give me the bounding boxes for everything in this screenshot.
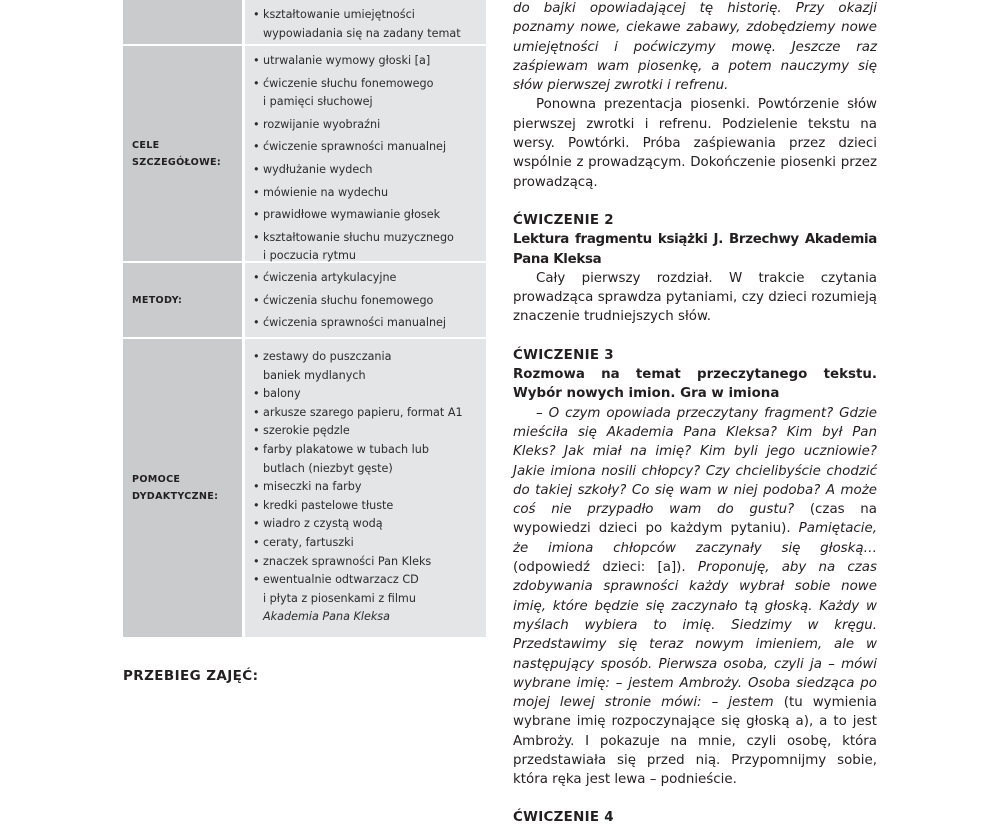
list-item-line: • ewentualnie odtwarzacz CD [263, 573, 419, 587]
list-item [253, 184, 486, 203]
list-item [253, 478, 486, 497]
list-item [253, 441, 486, 478]
metody-label: METODY: [132, 294, 183, 306]
exercise-3-subtitle: Rozmowa na temat przeczytanego tekstu. Wybór nowych imion. Gra w imiona [513, 367, 877, 402]
list-item [253, 553, 486, 572]
list-item-line: • wydłużanie wydech [263, 162, 373, 176]
table-section-pomoce [123, 339, 486, 639]
intro-paragraph: do bajki opowiadającej tę historię. Przy okazji poznamy nowe, ciekawe zabawy, zdobędziemy nowe umiejętności i poćwiczymy mowę. Jeszcze raz zaśpiewam wam piosenkę, a potem nauczymy się słów pierwszej zwrotki i refrenu. [513, 1, 877, 94]
section-values [242, 46, 486, 261]
list-item-line: i poczucia rytmu [263, 249, 356, 263]
exercise-4-title: ĆWICZENIE 4 [513, 809, 614, 825]
list-item-line: • znaczek sprawności Pan Kleks [263, 554, 432, 568]
section-label [123, 339, 242, 637]
cele-label [123, 137, 221, 171]
list-item [253, 422, 486, 441]
list-item [253, 314, 486, 333]
intro-list [253, 6, 486, 43]
pomoce-label-line: POMOCE [132, 474, 181, 485]
list-item-line: • farby plakatowe w tubach lub [263, 442, 429, 456]
section-label [123, 46, 242, 261]
table-section-intro [123, 0, 486, 46]
list-item [253, 292, 486, 311]
list-item [253, 229, 486, 266]
list-item [253, 515, 486, 534]
exercise-3-answer: (odpowiedź dzieci: [a]). [513, 560, 698, 576]
exercise-3-note: (czas na wypowiedzi dzieci po każdym pytaniu). [513, 502, 877, 537]
list-item-line: wypowiadania się na zadany temat [263, 26, 461, 40]
pomoce-label-line: DYDAKTYCZNE: [132, 491, 219, 502]
pomoce-label [123, 471, 218, 505]
exercise-2-subtitle: Lektura fragmentu książki J. Brzechwy Akademia Pana Kleksa [513, 232, 877, 267]
list-item-line: • miseczki na farby [263, 480, 362, 494]
exercise-3-questions: – O czym opowiada przeczytany fragment? Gdzie mieściła się Akademia Pana Kleksa? Kim był Pan Kleks? Jak miał na imię? Kim byli jego uczniowie? Jakie imiona nosili chłopcy? Czy chcielibyście chodzić do takiej szkoły? Co się wam w niej podoba? A może coś nie przypadło wam do gustu? [513, 405, 877, 518]
cele-label-line: CELE [132, 139, 160, 151]
section-label-empty [123, 0, 242, 44]
song-paragraph: Ponowna prezentacja piosenki. Powtórzenie słów pierwszej zwrotki i refrenu. Podzielenie tekstu na wersy. Powtórki. Próba zaśpiewania przez dzieci wspólnie z prowadzącym. Dokończenie piosenki przez prowadzącą. [513, 97, 877, 190]
list-item-line: • kształtowanie słuchu muzycznego [263, 230, 454, 244]
list-item-line: • szerokie pędzle [263, 424, 350, 438]
metody-list [253, 269, 486, 333]
section-label [123, 263, 242, 337]
list-item-line: • wiadro z czystą wodą [263, 517, 383, 531]
list-item-line: • kredki pastelowe tłuste [263, 498, 394, 512]
exercise-3-instructions: Proponuję, aby na czas zdobywania sprawności każdy wybrał sobie nowe imię, które będzie się zaczynało tą głoską. Każdy w myślach wybiera to imię. Siedzimy w kręgu. Przedstawimy się teraz nowym imieniem, ale w następujący sposób. Pierwsza osoba, czyli ja – mówi wybrane imię: – jestem Ambroży. Osoba siedząca po mojej lewej stronie mówi: – jestem [513, 560, 877, 711]
list-item-line: • ceraty, fartuszki [263, 535, 354, 549]
list-item [253, 75, 486, 112]
list-item [253, 116, 486, 135]
section-heading-przebieg: PRZEBIEG ZAJĘĆ: [123, 668, 259, 684]
list-item-line: i płyta z piosenkami z filmu [263, 591, 416, 605]
exercise-2-title: ĆWICZENIE 2 [513, 212, 614, 228]
list-item-line: • rozwijanie wyobraźni [263, 117, 381, 131]
list-item [253, 571, 486, 627]
pomoce-list [253, 348, 486, 627]
list-item-line: butlach (niezbyt gęste) [263, 461, 393, 475]
list-item-line: • balony [263, 387, 301, 401]
table-section-metody [123, 263, 486, 339]
list-item [253, 497, 486, 516]
list-item [253, 161, 486, 180]
list-item-line: • ćwiczenie słuchu fonemowego [263, 76, 434, 90]
exercise-2-text: Cały pierwszy rozdział. W trakcie czytania prowadząca sprawdza pytaniami, czy dzieci rozumieją znaczenie trudniejszych słów. [513, 270, 877, 325]
table-section-cele [123, 46, 486, 263]
list-item [253, 404, 486, 423]
list-item [253, 385, 486, 404]
cele-label-line: SZCZEGÓŁOWE: [132, 156, 221, 168]
list-item-line: • kształtowanie umiejętności [263, 8, 415, 21]
section-values [242, 263, 486, 337]
list-item-line: • mówienie na wydechu [263, 185, 389, 199]
list-item-line: • utrwalanie wymowy głoski [a] [263, 54, 431, 67]
list-item [253, 138, 486, 157]
section-values [242, 339, 486, 637]
list-item-line: • prawidłowe wymawianie głosek [263, 208, 441, 222]
section-values [242, 0, 486, 44]
list-item [253, 348, 486, 385]
list-item-line: Akademia Pana Kleksa [263, 610, 390, 624]
right-column [513, 0, 877, 827]
exercise-3-title: ĆWICZENIE 3 [513, 347, 614, 363]
list-item-line: • zestawy do puszczania [263, 350, 392, 363]
lesson-plan-table [123, 0, 486, 639]
exercise-3-text [513, 404, 877, 790]
list-item [253, 534, 486, 553]
list-item [253, 52, 486, 71]
list-item-line: i pamięci słuchowej [263, 95, 373, 109]
list-item [253, 6, 486, 43]
list-item-line: • ćwiczenia sprawności manualnej [263, 316, 447, 330]
exercise-3-explanation: (tu wymienia wybrane imię rozpoczynające się głoską a), a to jest Ambroży. I pokazuje na mnie, czyli osobę, która przedstawiała się przed nią. Przypomnijmy sobie, która ręka jest lewa – podnieście. [513, 695, 877, 788]
list-item [253, 269, 486, 288]
list-item-line: • ćwiczenie sprawności manualnej [263, 140, 447, 154]
cele-list [253, 52, 486, 266]
exercise-3-prompt: Pamiętacie, że imiona chłopców zaczynały się głoską… [513, 521, 877, 556]
list-item-line: baniek mydlanych [263, 368, 366, 382]
list-item-line: • ćwiczenia słuchu fonemowego [263, 293, 434, 307]
list-item-line: • ćwiczenia artykulacyjne [263, 271, 397, 284]
list-item [253, 206, 486, 225]
list-item-line: • arkusze szarego papieru, format A1 [263, 405, 463, 419]
